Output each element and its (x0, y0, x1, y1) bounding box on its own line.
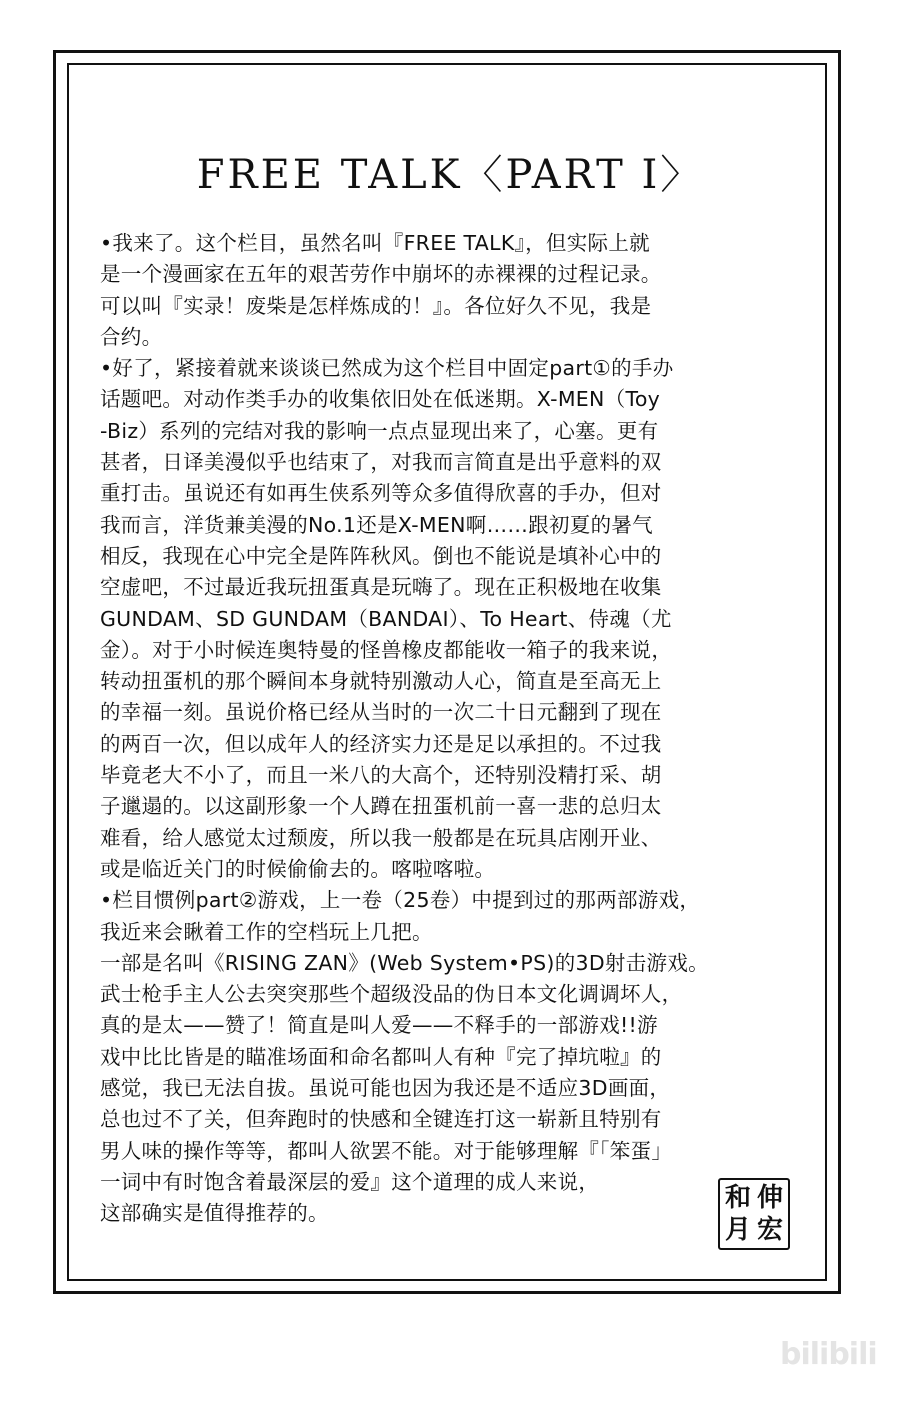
text-line: 我近来会瞅着工作的空档玩上几把。 (100, 919, 433, 944)
text-line: 是一个漫画家在五年的艰苦劳作中崩坏的赤裸裸的过程记录。 (100, 262, 662, 287)
text-line: 重打击。虽说还有如再生侠系列等众多值得欣喜的手办，但对 (100, 481, 662, 506)
seal-char: 伸 (756, 1183, 783, 1213)
text-line: •我来了。这个栏目，虽然名叫『FREE TALK』，但实际上就 (100, 231, 650, 255)
text-line: 相反，我现在心中完全是阵阵秋风。倒也不能说是填补心中的 (100, 543, 662, 568)
page-title: FREE TALK〈PART Ⅰ〉 (196, 152, 704, 198)
text-line: 一词中有时饱含着最深层的爱』这个道理的成人来说， (100, 1169, 600, 1194)
text-line: 甚者，日译美漫似乎也结束了，对我而言简直是出乎意料的双 (100, 450, 662, 475)
bilibili-watermark-logo: bilibili (780, 1337, 877, 1372)
text-line: 难看，给人感觉太过颓废，所以我一般都是在玩具店刚开业、 (100, 825, 662, 850)
text-line: 转动扭蛋机的那个瞬间本身就特别激动人心，简直是至高无上 (100, 669, 662, 694)
text-line: 可以叫『实录！废柴是怎样炼成的！』。各位好久不见，我是 (100, 293, 652, 318)
seal-char: 月 (724, 1215, 751, 1245)
text-line: 子邋遢的。以这副形象一个人蹲在扭蛋机前一喜一悲的总归太 (100, 794, 662, 819)
text-line: 男人味的操作等等，都叫人欲罢不能。对于能够理解『「笨蛋」 (100, 1138, 673, 1163)
text-line: GUNDAM、SD GUNDAM（BANDAI）、To Heart、侍魂（尤 (100, 606, 672, 631)
text-line: 真的是太——赞了！简直是叫人爱——不释手的一部游戏!!游 (100, 1013, 658, 1038)
free-talk-body (100, 228, 820, 1230)
text-line: 戏中比比皆是的瞄准场面和命名都叫人有种『完了掉坑啦』的 (100, 1044, 662, 1069)
text-line: •好了，紧接着就来谈谈已然成为这个栏目中固定part①的手办 (100, 356, 674, 381)
text-line: 一部是名叫《RISING ZAN》(Web System•PS)的3D射击游戏。 (100, 950, 709, 975)
text-line: 金）。对于小时候连奥特曼的怪兽橡皮都能收一箱子的我来说， (100, 637, 673, 662)
seal-char: 和 (724, 1183, 751, 1213)
text-line: -Biz）系列的完结对我的影响一点点显现出来了，心塞。更有 (100, 418, 659, 443)
seal-char: 宏 (756, 1215, 783, 1245)
text-line: 空虚吧，不过最近我玩扭蛋真是玩嗨了。现在正积极地在收集 (100, 575, 662, 600)
text-line: 的两百一次，但以成年人的经济实力还是足以承担的。不过我 (100, 731, 662, 756)
text-line: 的幸福一刻。虽说价格已经从当时的一次二十日元翻到了现在 (100, 700, 662, 725)
author-seal-stamp (718, 1178, 790, 1250)
text-line: 毕竟老大不小了，而且一米八的大高个，还特别没精打采、胡 (100, 763, 662, 788)
text-line: 感觉，我已无法自拔。虽说可能也因为我还是不适应3D画面， (100, 1076, 671, 1101)
text-line: 我而言，洋货兼美漫的No.1还是X-MEN啊……跟初夏的暑气 (100, 512, 653, 537)
text-line: 或是临近关门的时候偷偷去的。喀啦喀啦。 (100, 856, 496, 881)
text-line: 这部确实是值得推荐的。 (100, 1201, 329, 1226)
text-line: 话题吧。对动作类手办的收集依旧处在低迷期。X-MEN（Toy (100, 387, 661, 412)
text-line: 总也过不了关，但奔跑时的快感和全键连打这一崭新且特别有 (100, 1107, 662, 1132)
text-line: •栏目惯例part②游戏，上一卷（25卷）中提到过的那两部游戏， (100, 888, 701, 913)
text-line: 合约。 (100, 324, 163, 349)
text-line: 武士枪手主人公去突突那些个超级没品的伪日本文化调调坏人， (100, 982, 683, 1007)
